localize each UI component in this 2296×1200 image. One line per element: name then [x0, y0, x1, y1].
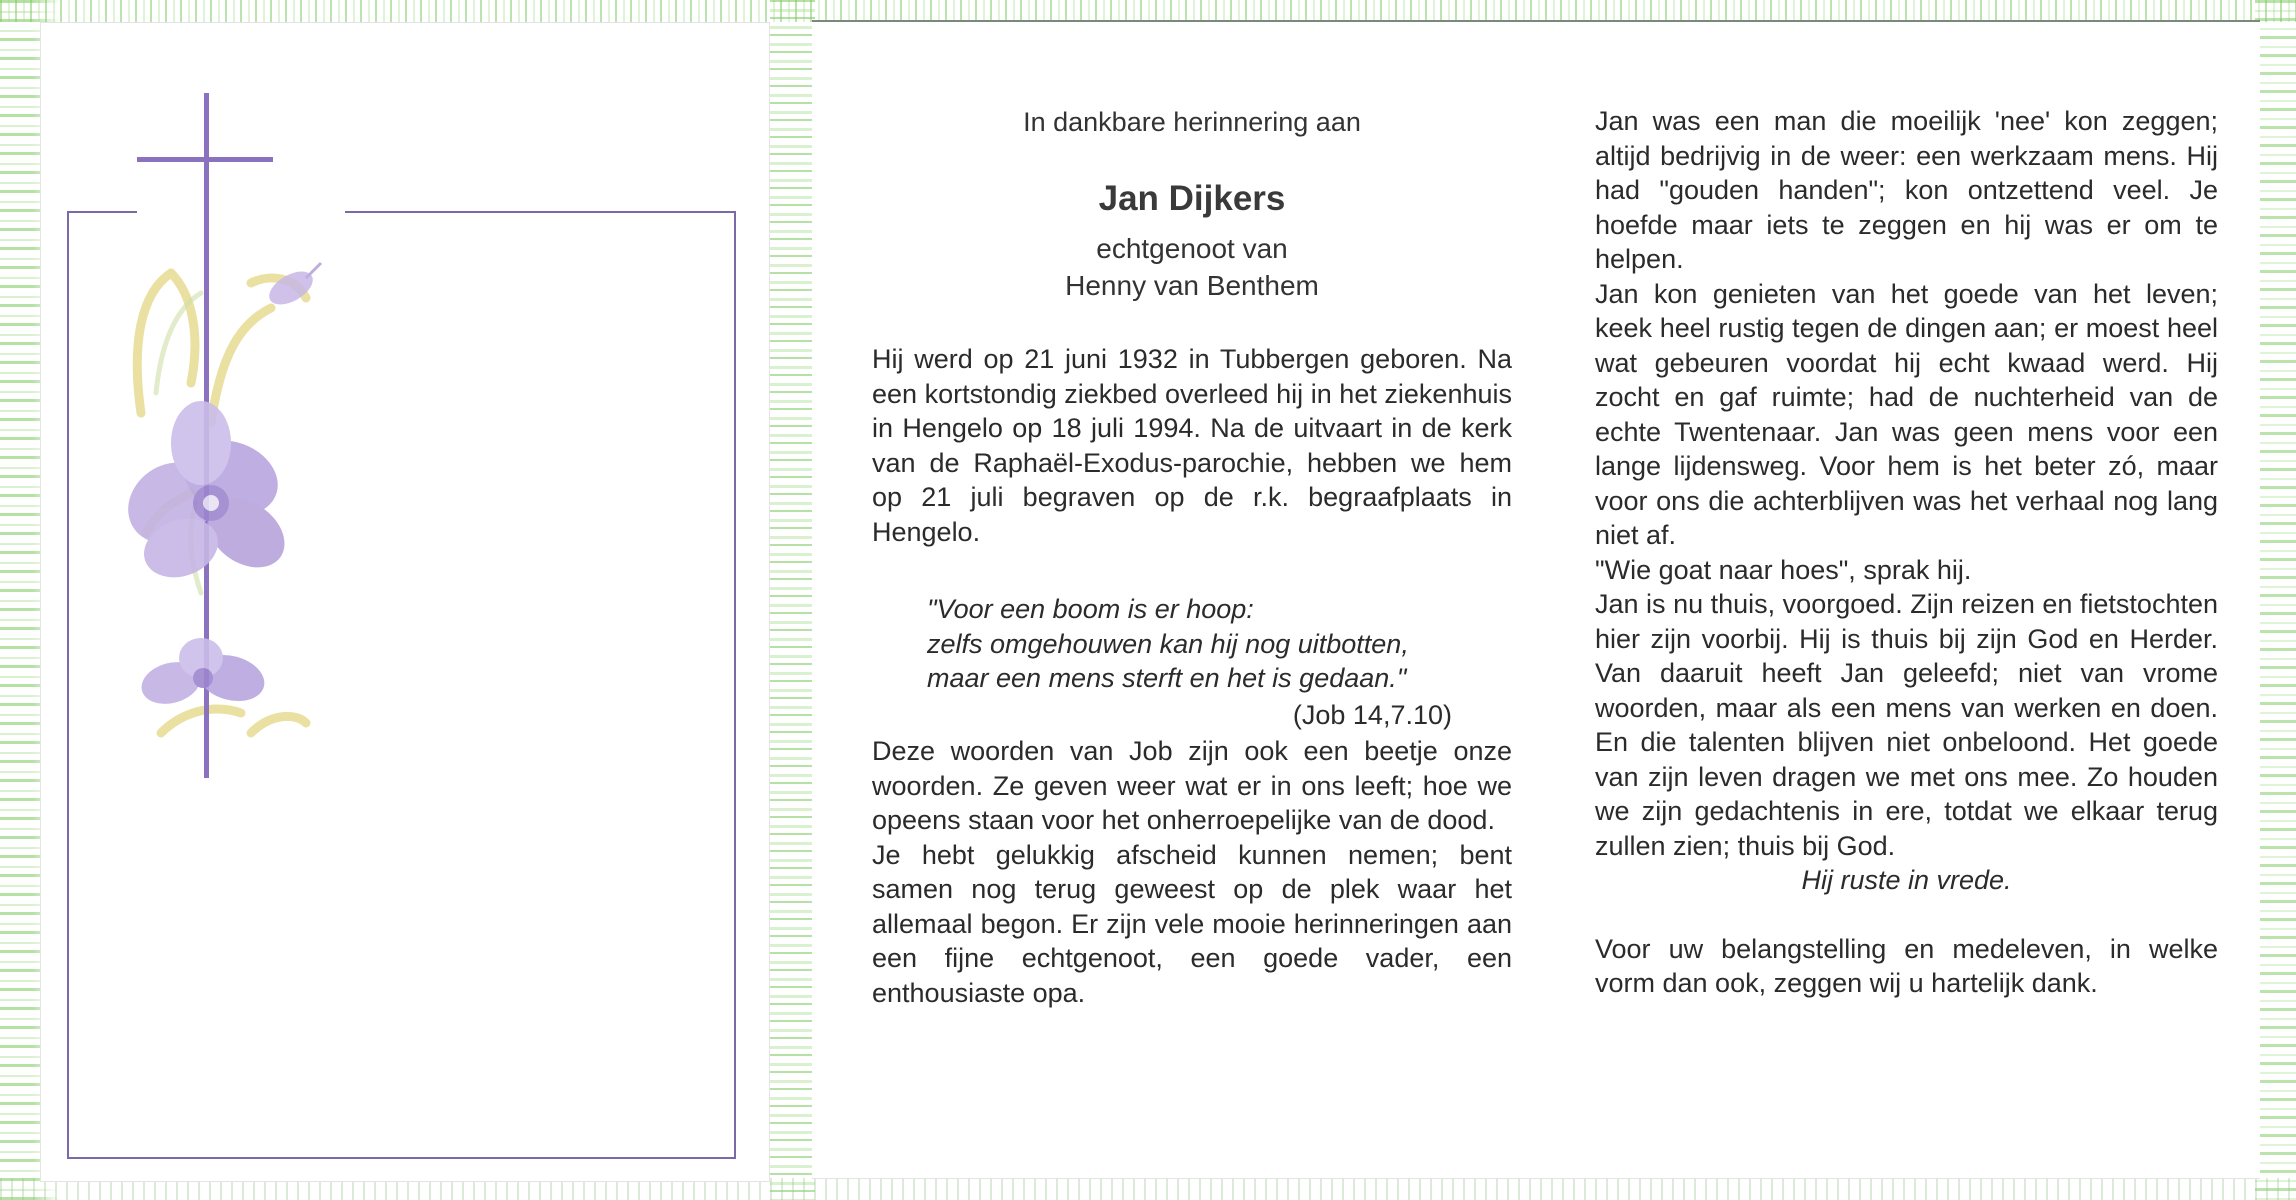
spouse-name: Henny van Benthem — [1065, 270, 1319, 301]
memorial-card-text — [812, 20, 2260, 1179]
quote-line: zelfs omgehouwen kan hij nog uitbotten, — [927, 628, 1409, 659]
thanks-paragraph: Voor uw belangstelling en medeleven, in welke vorm dan ook, zeggen wij u hartelijk dank. — [1595, 933, 2218, 998]
quote-reference: (Job 14,7.10) — [1292, 700, 1452, 730]
paragraph-home: Jan is nu thuis, voorgoed. Zijn reizen en fietstochten hier zijn voorbij. Hij is thuis bij zijn God en Herder. Van daaruit heeft Jan geleefd; niet van vrome woorden, maar als een mens van werken en doen. En die talenten blijven niet onbeloond. Het goede van zijn leven dragen we met ons mee. Zo houden we zijn gedachtenis in ere, totdat we elkaar terug zullen zien; thuis bij God. — [1595, 589, 2218, 861]
paragraph-farewell: Je hebt gelukkig afscheid kunnen nemen; bent samen nog terug geweest op de plek waar het allemaal begon. Er zijn vele mooie herinneringen aan een fijne echtgenoot, een goede vader, een enthousiaste opa. — [872, 839, 1512, 1008]
scan-edge-right — [2255, 0, 2296, 1200]
reflection-paragraphs — [872, 734, 1512, 1010]
paragraph-character-2: Jan kon genieten van het goede van het leven; keek heel rustig tegen de dingen aan; er moest heel wat gebeuren voordat hij echt kwaad werd. Hij zocht en gaf ruimte; had de nuchterheid van de echte Twentenaar. Jan was geen mens voor een lange lijdensweg. Voor hem is het beter zó, maar voor ons die achterblijven was het verhaal nog lang niet af. — [1595, 278, 2218, 550]
paragraph-character-1: Jan was een man die moeilijk 'nee' kon zeggen; altijd bedrijvig in de weer: een werkzaam mens. Hij had "gouden handen"; kon ontzettend veel. Je hoefde maar iets te zeggen en hij was er om te helpen. — [1595, 106, 2218, 274]
rest-in-peace: Hij ruste in vrede. — [1801, 865, 2012, 895]
text-column-right — [1595, 104, 2218, 1001]
memorial-card-front — [40, 22, 770, 1182]
spouse-line-1: echtgenoot van — [1096, 233, 1288, 264]
intro-line: In dankbare herinnering aan — [1023, 107, 1361, 137]
deceased-name: Jan Dijkers — [1098, 179, 1286, 218]
quote-line: "Voor een boom is er hoop: — [927, 594, 1254, 624]
paragraph-saying: "Wie goat naar hoes", sprak hij. — [1595, 554, 1972, 585]
cross-with-lilies-icon — [101, 93, 461, 793]
quote-line: maar een mens sterft en het is gedaan." — [927, 663, 1407, 693]
paragraph-job: Deze woorden van Job zijn ook een beetje onze woorden. Ze geven weer wat er in ons leeft; hoe we opeens staan voor het onherroepelijke van de dood. — [872, 736, 1512, 835]
scan-edge-top — [0, 0, 2296, 22]
bible-quote — [927, 592, 1487, 696]
biography-paragraph: Hij werd op 21 juni 1932 in Tubbergen geboren. Na een kortstondig ziekbed overleed hij in het ziekenhuis in Hengelo op 18 juli 1994. Na de uitvaart in de kerk van de Raphaël-Exodus-parochie, hebben we hem op 21 juli begraven op de r.k. begraafplaats in Hengelo. — [872, 344, 1512, 547]
scan-edge-middle — [770, 0, 815, 1200]
